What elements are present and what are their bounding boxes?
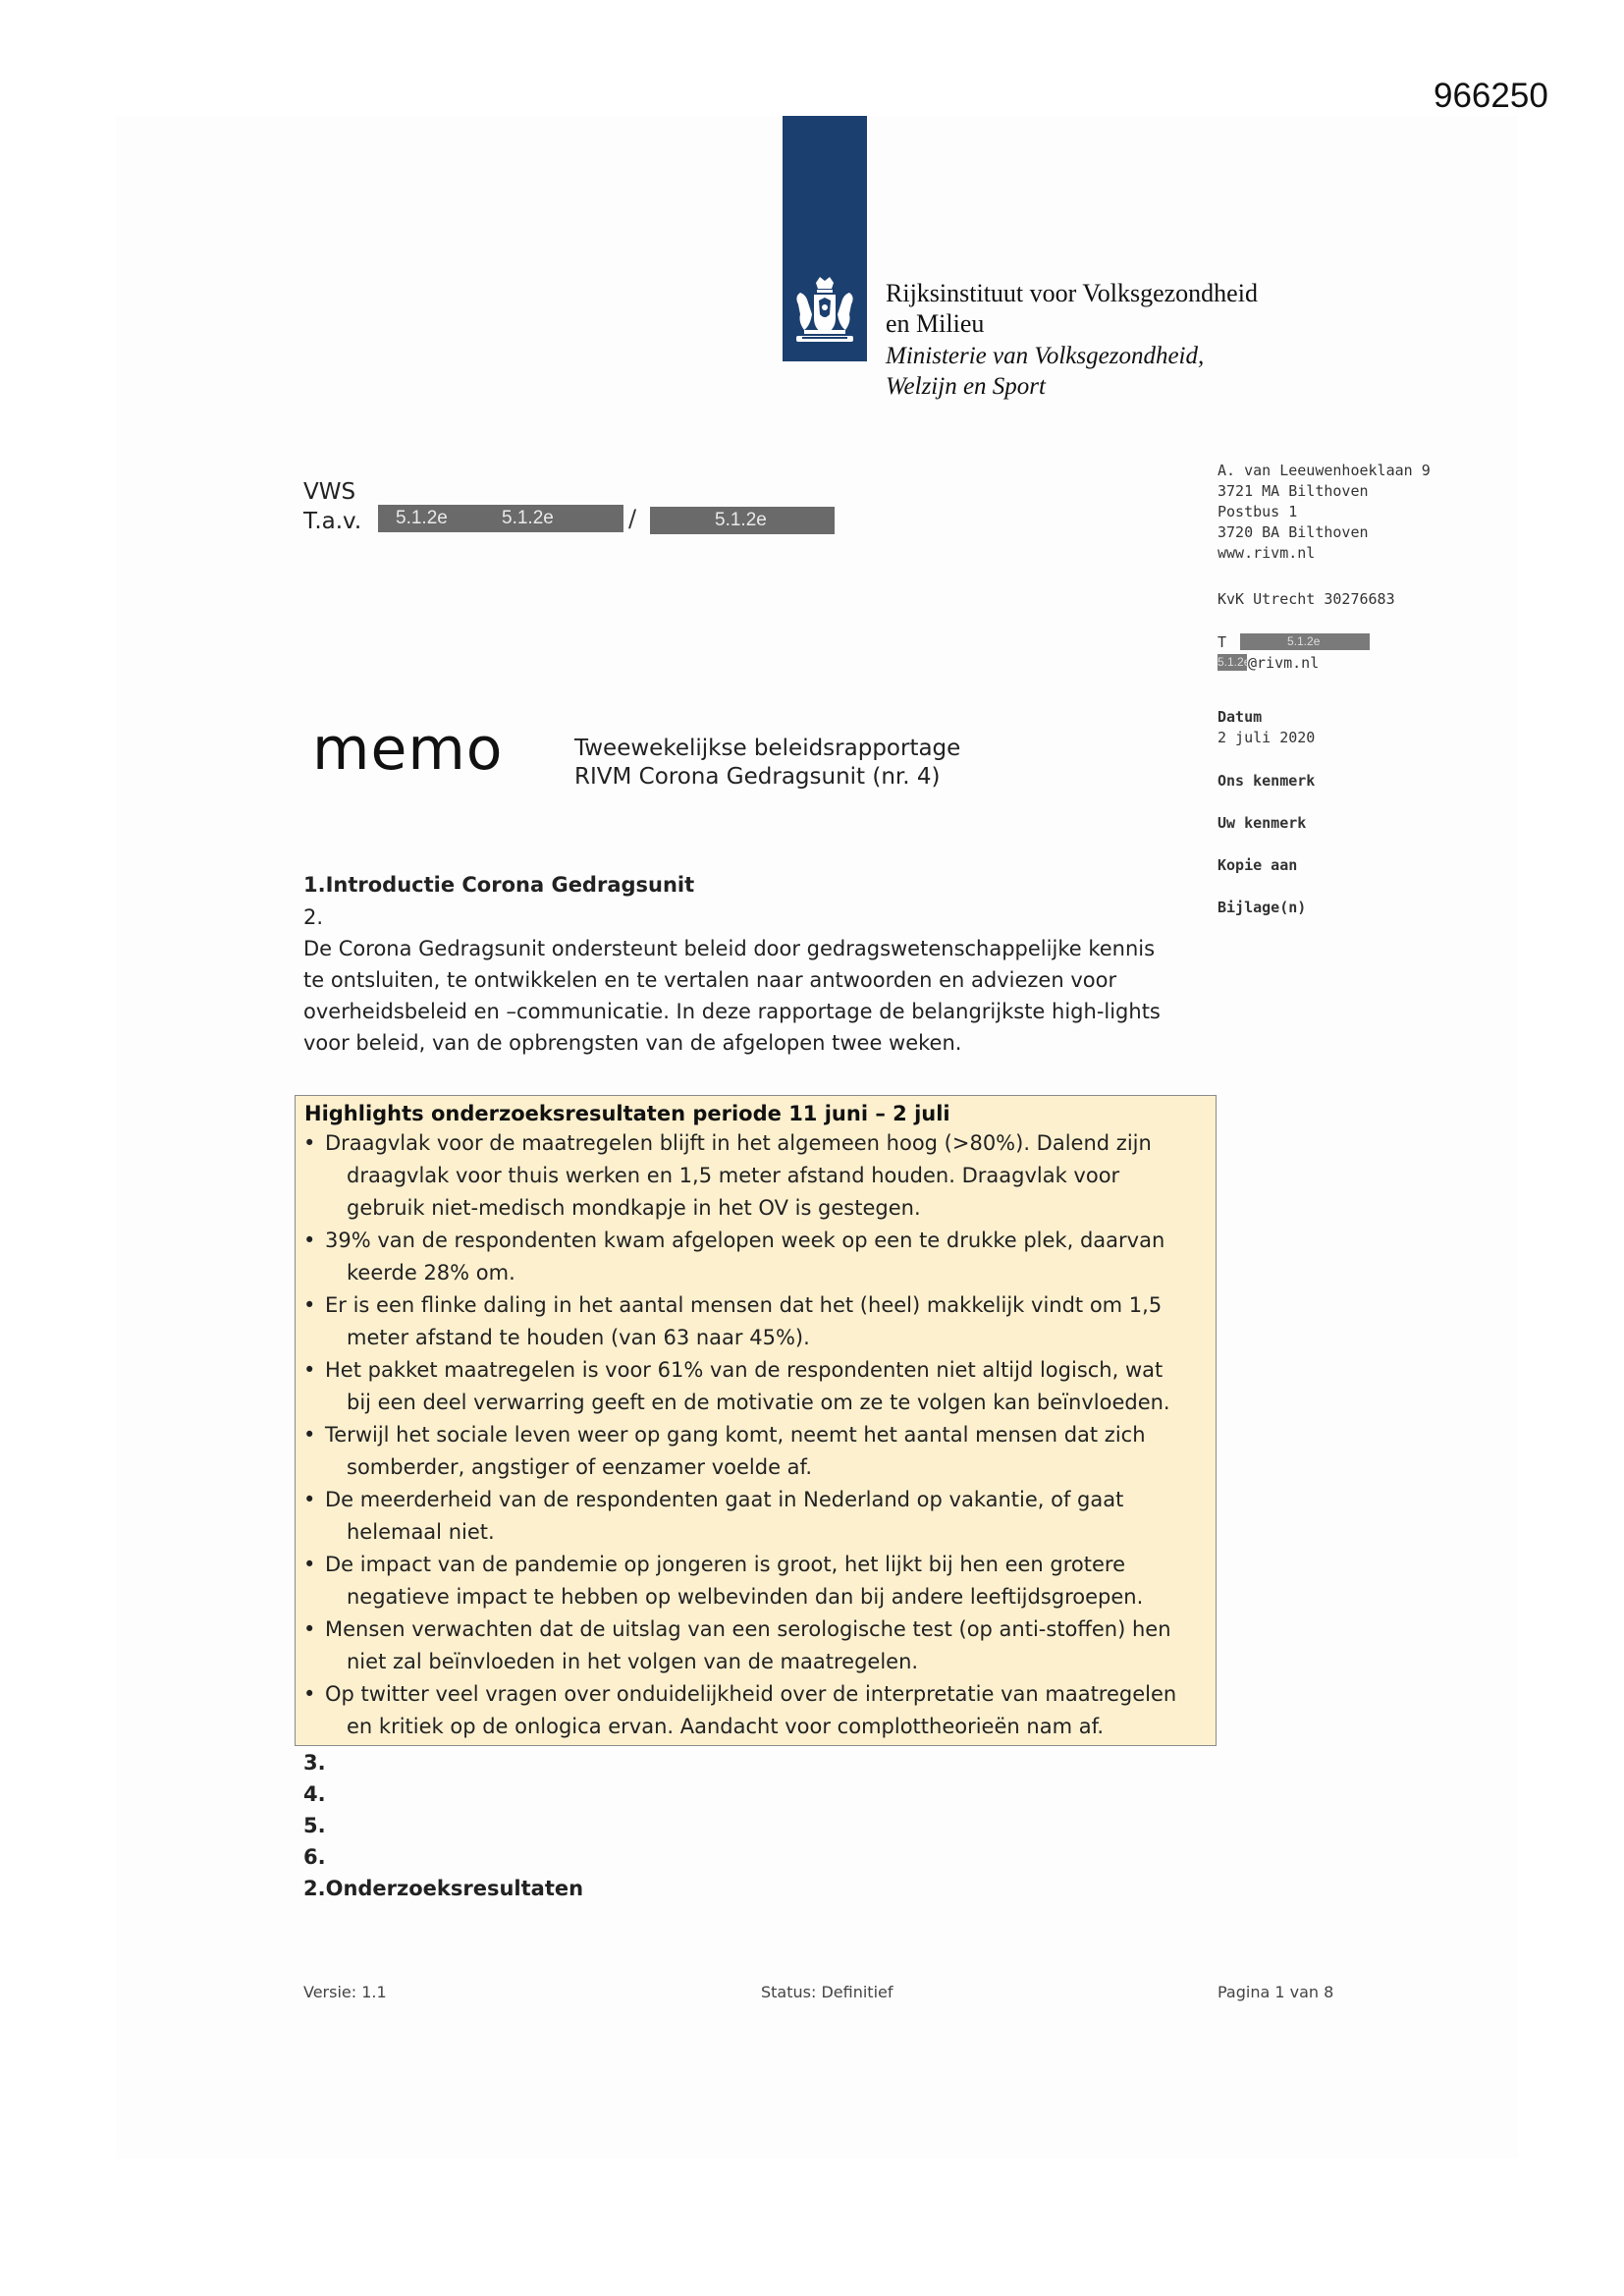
kopie-aan-label: Kopie aan [1218, 856, 1298, 874]
bijlagen-label: Bijlage(n) [1218, 899, 1307, 916]
highlight-item [303, 1289, 1162, 1354]
ministry-line-2: Welzijn en Sport [886, 373, 1046, 400]
highlight-line: Op twitter veel vragen over onduidelijkheid over de interpretatie van maatregelen [325, 1682, 1177, 1706]
redaction-code: 5.1.2e [1287, 634, 1321, 648]
highlight-item [303, 1419, 1146, 1484]
footer-page-number: Pagina 1 van 8 [1218, 1983, 1334, 2001]
highlight-item [303, 1613, 1171, 1678]
intro-paragraph-line: voor beleid, van de opbrengsten van de afgelopen twee weken. [303, 1031, 962, 1055]
address-line: A. van Leeuwenhoeklaan 9 [1218, 462, 1431, 479]
addressee-block [303, 477, 361, 536]
address-line: 3721 MA Bilthoven [1218, 482, 1369, 500]
kvk-number: KvK Utrecht 30276683 [1218, 590, 1395, 608]
highlight-line: Het pakket maatregelen is voor 61% van de respondenten niet altijd logisch, wat [325, 1358, 1164, 1382]
highlights-title: Highlights onderzoeksresultaten periode 11 juni – 2 juli [304, 1102, 950, 1125]
address-line: Postbus 1 [1218, 503, 1298, 520]
address-line: 3720 BA Bilthoven [1218, 523, 1369, 541]
highlight-line: meter afstand te houden (van 63 naar 45%). [347, 1326, 810, 1349]
bullet-icon: • [303, 1617, 316, 1641]
datum-value: 2 juli 2020 [1218, 729, 1316, 746]
addressee-tav: T.a.v. [303, 509, 362, 534]
bullet-icon: • [303, 1358, 316, 1382]
document-id: 966250 [1434, 77, 1548, 115]
addressee-to: VWS [303, 479, 356, 505]
bullet-icon: • [303, 1553, 316, 1576]
footer-status: Status: Definitief [761, 1983, 893, 2001]
bullet-icon: • [303, 1423, 316, 1447]
highlight-item [303, 1484, 1123, 1549]
highlight-line: bij een deel verwarring geeft en de motivatie om ze te volgen kan beïnvloeden. [347, 1391, 1170, 1414]
highlight-line: gebruik niet-medisch mondkapje in het OV is gestegen. [347, 1196, 921, 1220]
highlight-line: keerde 28% om. [347, 1261, 515, 1285]
bullet-icon: • [303, 1293, 316, 1317]
redaction-code: 5.1.2e [502, 508, 554, 528]
royal-crest-icon [790, 275, 859, 352]
highlight-line: De impact van de pandemie op jongeren is groot, het lijkt bij hen een grotere [325, 1553, 1125, 1576]
ministry-line-1: Ministerie van Volksgezondheid, [886, 343, 1205, 369]
highlight-item [303, 1354, 1170, 1419]
datum-label: Datum [1218, 708, 1263, 726]
email-domain: @rivm.nl [1248, 654, 1320, 672]
highlight-item [303, 1127, 1152, 1225]
phone-redaction [1240, 633, 1370, 650]
redaction-code: 5.1.2e [715, 510, 767, 530]
highlight-item [303, 1678, 1176, 1743]
redaction-box [650, 507, 835, 534]
memo-title [574, 735, 960, 792]
bullet-icon: • [303, 1131, 316, 1155]
highlight-line: Mensen verwachten dat de uitslag van een serologische test (op anti-stoffen) hen [325, 1617, 1171, 1641]
org-name-line-2: en Milieu [886, 309, 985, 338]
section-heading-1: 1.Introductie Corona Gedragsunit [303, 873, 695, 897]
section-heading-2: 2.Onderzoeksresultaten [303, 1877, 584, 1900]
phone-label: T [1218, 633, 1227, 651]
bullet-icon: • [303, 1488, 316, 1511]
rijksoverheid-logo-bar [783, 116, 867, 361]
bullet-icon: • [303, 1682, 316, 1706]
highlight-line: De meerderheid van de respondenten gaat in Nederland op vakantie, of gaat [325, 1488, 1124, 1511]
ministry-name [886, 341, 1204, 402]
memo-title-line-1: Tweewekelijkse beleidsrapportage [574, 736, 961, 761]
highlight-line: negatieve impact te hebben op welbevinden dan bij andere leeftijdsgroepen. [347, 1585, 1144, 1609]
intro-paragraph-line: overheidsbeleid en –communicatie. In deze rapportage de belangrijkste high-lights [303, 1000, 1161, 1023]
empty-list-number: 3. [303, 1751, 326, 1775]
footer-version: Versie: 1.1 [303, 1983, 387, 2001]
empty-list-number: 4. [303, 1782, 326, 1806]
highlights-box [295, 1095, 1217, 1746]
ons-kenmerk-label: Ons kenmerk [1218, 772, 1316, 790]
highlight-line: niet zal beïnvloeden in het volgen van de maatregelen. [347, 1650, 919, 1673]
org-name-line-1: Rijksinstituut voor Volksgezondheid [886, 279, 1258, 307]
highlight-line: 39% van de respondenten kwam afgelopen week op een te drukke plek, daarvan [325, 1229, 1165, 1252]
redaction-code: 5.1.2e [1218, 655, 1251, 669]
intro-paragraph-line: te ontsluiten, te ontwikkelen en te vertalen naar antwoorden en adviezen voor [303, 968, 1117, 992]
memo-word: memo [312, 715, 504, 784]
highlight-line: Er is een flinke daling in het aantal mensen dat het (heel) makkelijk vindt om 1,5 [325, 1293, 1163, 1317]
intro-paragraph-line: De Corona Gedragsunit ondersteunt beleid door gedragswetenschappelijke kennis [303, 937, 1156, 960]
highlight-line: helemaal niet. [347, 1520, 495, 1544]
empty-list-number: 5. [303, 1814, 326, 1837]
organisation-name [886, 278, 1258, 339]
highlight-line: Terwijl het sociale leven weer op gang komt, neemt het aantal mensen dat zich [325, 1423, 1146, 1447]
highlight-line: Draagvlak voor de maatregelen blijft in het algemeen hoog (>80%). Dalend zijn [325, 1131, 1152, 1155]
redaction-box [378, 505, 623, 532]
empty-list-number: 6. [303, 1845, 326, 1869]
redaction-code: 5.1.2e [396, 508, 448, 528]
highlight-item [303, 1549, 1143, 1613]
bullet-icon: • [303, 1229, 316, 1252]
highlight-line: somberder, angstiger of eenzamer voelde af. [347, 1455, 813, 1479]
addressee-separator: / [628, 505, 637, 532]
website-link[interactable]: www.rivm.nl [1218, 544, 1316, 562]
email-redaction [1218, 654, 1251, 671]
memo-title-line-2: RIVM Corona Gedragsunit (nr. 4) [574, 764, 941, 790]
uw-kenmerk-label: Uw kenmerk [1218, 814, 1307, 832]
highlight-line: en kritiek op de onlogica ervan. Aandacht voor complottheorieën nam af. [347, 1715, 1105, 1738]
highlight-item [303, 1225, 1164, 1289]
highlight-line: draagvlak voor thuis werken en 1,5 meter afstand houden. Draagvlak voor [347, 1164, 1120, 1187]
section-number: 2. [303, 905, 324, 929]
